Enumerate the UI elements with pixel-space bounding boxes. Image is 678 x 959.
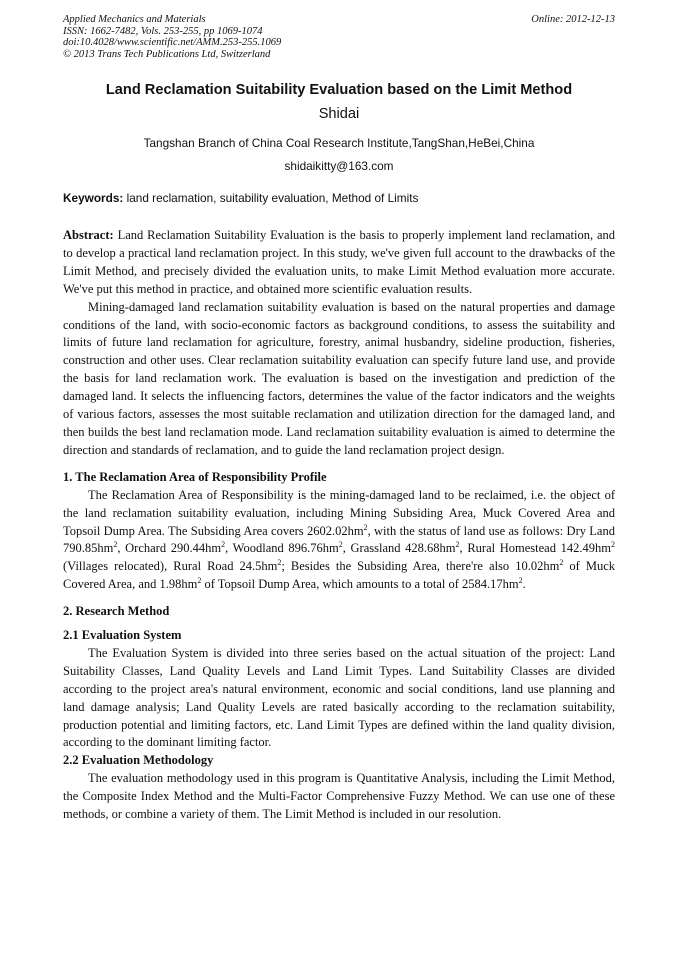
section-2-1-heading: 2.1 Evaluation System [63,628,182,643]
author-name: Shidai [318,106,360,122]
affiliation: Tangshan Branch of China Coal Research Institute,TangShan,HeBei,China [143,136,535,150]
section-1-heading: 1. The Reclamation Area of Responsibility Profile [63,469,327,484]
section-2-2-paragraph: The evaluation methodology used in this program is Quantitative Analysis, including the Limit Method, the Composite Index Method and the Multi-Factor Comprehensive Fuzzy Method. We can use one of these methods, or combine a variety of them. The Limit Method is included in our resolution. [63,771,615,822]
paper-title: Land Reclamation Suitability Evaluation based on the Limit Method [105,82,573,98]
journal-header [63,14,615,60]
section-2-heading: 2. Research Method [63,604,170,619]
intro-paragraph: Mining-damaged land reclamation suitability evaluation is based on the natural properties and damage conditions of the land, with socio-economic factors as background conditions, to assess the suitability and limits of future land reclamation for agriculture, forestry, animal husbandry, sideline production, fisheries, construction and other uses. Clear reclamation suitability evaluation can specify future land use, and provide the basis for land reclamation work. The evaluation is based on the investigation and prediction of the damaged land. It selects the influencing factors, determines the value of the factor indicators and the weights of various factors, assesses the most suitable reclamation and utilization direction for the damaged land, and then builds the best land reclamation mode. Land reclamation suitability evaluation is aimed to determine the direction and standards of reclamation, and to guide the land reclamation project design. [63,299,615,457]
issn-line: ISSN: 1662-7482, Vols. 253-255, pp 1069-1074 [63,25,263,37]
section-2-1-paragraph: The Evaluation System is divided into three series based on the actual situation of the project: Land Suitability Classes, Land Quality Levels and Land Limit Types. Land Suitability Classes are divided according to the project area's natural environment, economic and social conditions, land use planning and land damage analysis; Land Quality Levels are rated basically according to the reclamation suitability, production potential and limiting factors, etc. Land Limit Types are defined within the land quality division, according to the dominant limiting factor. [63,645,615,750]
online-date: Online: 2012-12-13 [531,14,615,25]
doi-line: doi:10.4028/www.scientific.net/AMM.253-255.1069 [63,37,282,48]
section-2-2-heading: 2.2 Evaluation Methodology [63,753,214,768]
keywords [63,191,615,205]
keywords-text: land reclamation, suitability evaluation, Method of Limits [126,191,419,205]
journal-name: Applied Mechanics and Materials [63,14,206,25]
section-1-paragraph: The Reclamation Area of Responsibility is the mining-damaged land to be reclaimed, i.e. the object of the land reclamation suitability evaluation, including Mining Subsiding Area, Muck Covered Area and Topsoil Dump Area. The Subsiding Area covers $2602.02hm^2$, with the status of land use as follows: Dry Land $790.85hm^2$, Orchard $290.44hm^2$, Woodland $896.76hm^2$, Grassland $428.68hm^2$, Rural Homestead $142.49hm^2$ (Villages relocated), Rural Road $24.5hm^2$; Besides the Subsiding Area, there're also $10.02hm^2$ of Muck Covered Area, and $1.98hm^2$ of Topsoil Dump Area, which amounts to a total of $2584.17hm^2$. [63,487,615,592]
author-email: shidaikitty@163.com [284,159,394,173]
abstract-paragraph [63,227,615,299]
abstract-label: Abstract: [63,228,114,242]
abstract-text: Land Reclamation Suitability Evaluation is the basis to properly implement land reclamation, and to develop a practical land reclamation project. In this study, we've given full account to the drawbacks of the Limit Method, and precisely divided the evaluation units, to make Limit Method evaluation more accurate. We've put this method in practice, and obtained more scientific evaluation results. [63,228,616,296]
keywords-label: Keywords: [63,191,124,205]
copyright-line: © 2013 Trans Tech Publications Ltd, Switzerland [63,48,271,60]
paper-body [63,227,615,824]
